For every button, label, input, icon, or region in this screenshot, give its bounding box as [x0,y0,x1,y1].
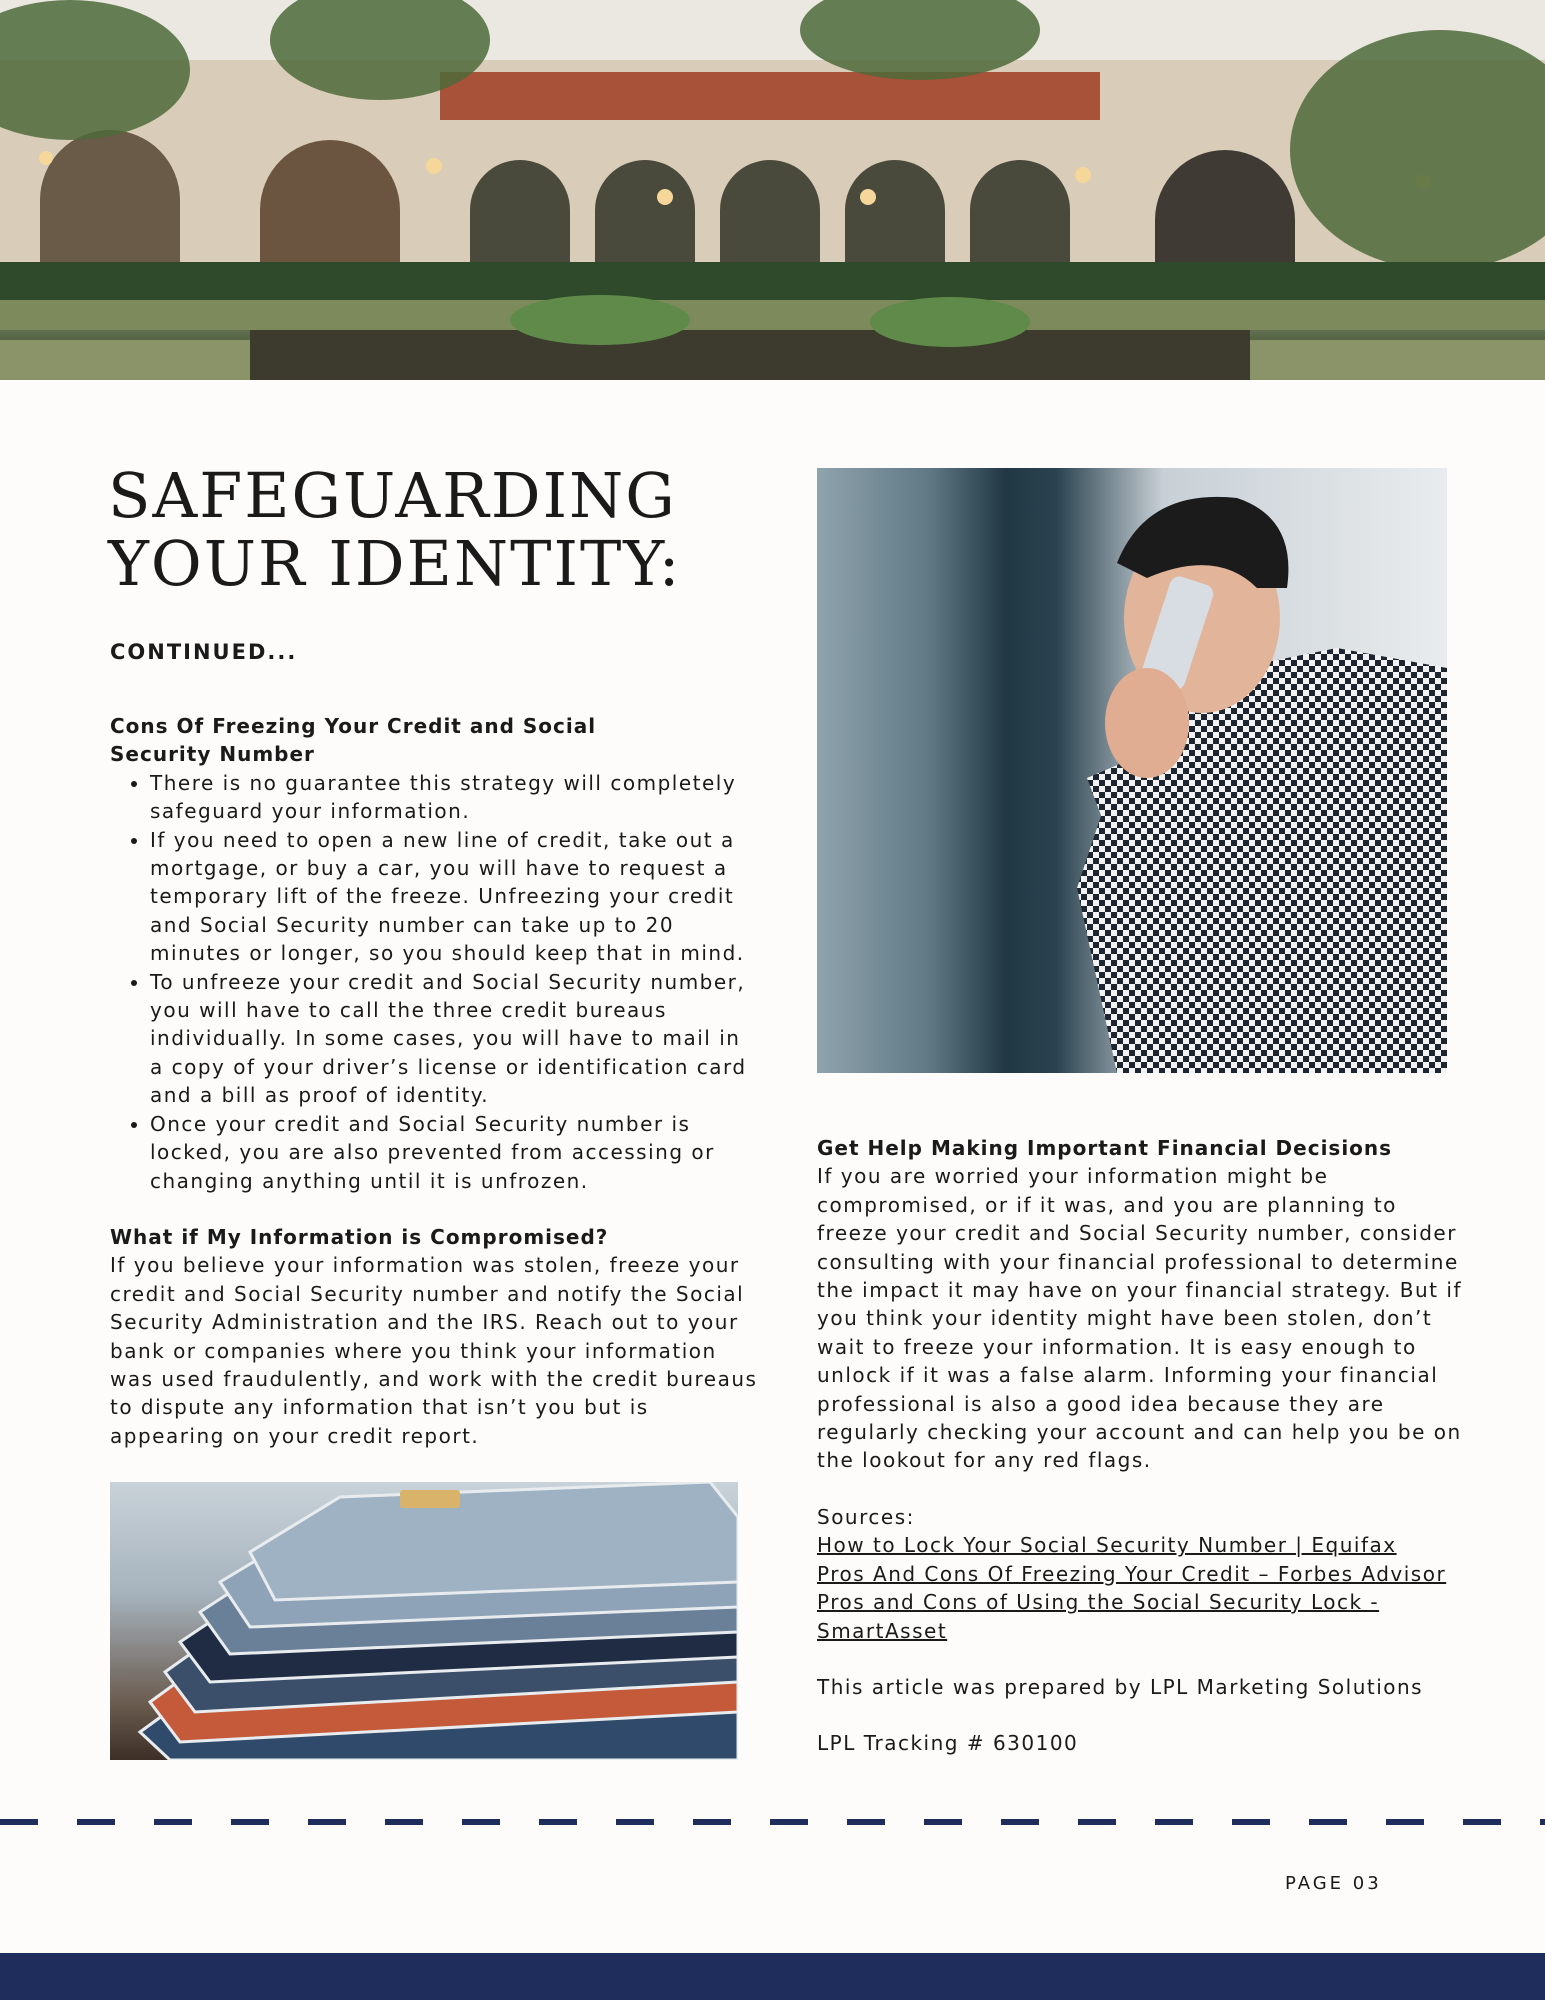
list-item: • Once your credit and Social Security number is locked, you are also prevented from accessing or changing anything until it is unfrozen. [150,1110,760,1195]
source-link-smartasset[interactable]: Pros and Cons of Using the Social Security Lock - SmartAsset [817,1590,1380,1643]
compromised-body: If you believe your information was stolen, freeze your credit and Social Security number and notify the Social Security Administration and the IRS. Reach out to your bank or companies where you think your information was used fraudulently, and work with the credit bureaus to dispute any information that isn’t you but is appearing on your credit report. [110,1253,758,1448]
hero-banner-image [0,0,1545,380]
help-heading: Get Help Making Important Financial Decisions [817,1136,1393,1160]
cons-heading-line-1: Cons Of Freezing Your Credit and Social [110,714,597,738]
cons-list [110,769,760,1195]
sources-label: Sources: [817,1504,915,1529]
title-line-1: SAFEGUARDING [108,459,677,532]
credit-cards-image [110,1482,738,1760]
help-body: If you are worried your information might be compromised, or if it was, and you are planning to freeze your credit and Social Security number, consider consulting with your financial professional to determine the impact it may have on your financial strategy. But if you think your identity might have been stolen, don’t wait to freeze your information. It is easy enough to unlock if it was a false alarm. Informing your financial professional is also a good idea because they are regularly checking your account and can help you be on the lookout for any red flags. [817,1164,1462,1473]
cons-heading-line-2: Security Number [110,742,315,767]
list-item: • To unfreeze your credit and Social Security number, you will have to call the three credit bureaus individually. In some cases, you will have to mail in a copy of your driver’s license or identification card and a bill as proof of identity. [150,968,760,1110]
source-link-forbes[interactable]: Pros And Cons Of Freezing Your Credit – Forbes Advisor [817,1561,1447,1586]
dashed-divider [0,1818,1545,1826]
page-title [108,459,788,600]
left-column [110,712,760,1450]
source-link-equifax[interactable]: How to Lock Your Social Security Number | Equifax [817,1533,1397,1558]
page-number: PAGE 03 [1285,1873,1382,1894]
compromised-heading: What if My Information is Compromised? [110,1224,609,1249]
title-line-2: YOUR IDENTITY: [108,527,682,600]
continued-subhead: CONTINUED... [110,640,298,664]
list-item: • If you need to open a new line of credit, take out a mortgage, or buy a car, you will have to request a temporary lift of the freeze. Unfreezing your credit and Social Security number can take up to 20 minutes or longer, so you should keep that in mind. [150,826,760,968]
prepared-by: This article was prepared by LPL Marketing Solutions [817,1674,1424,1699]
right-column [817,1134,1467,1758]
tracking-number: LPL Tracking # 630100 [817,1731,1079,1756]
man-on-phone-image [817,468,1447,1073]
list-item: • There is no guarantee this strategy will completely safeguard your information. [150,769,760,826]
cons-heading [110,712,760,769]
footer-bar [0,1953,1545,2000]
